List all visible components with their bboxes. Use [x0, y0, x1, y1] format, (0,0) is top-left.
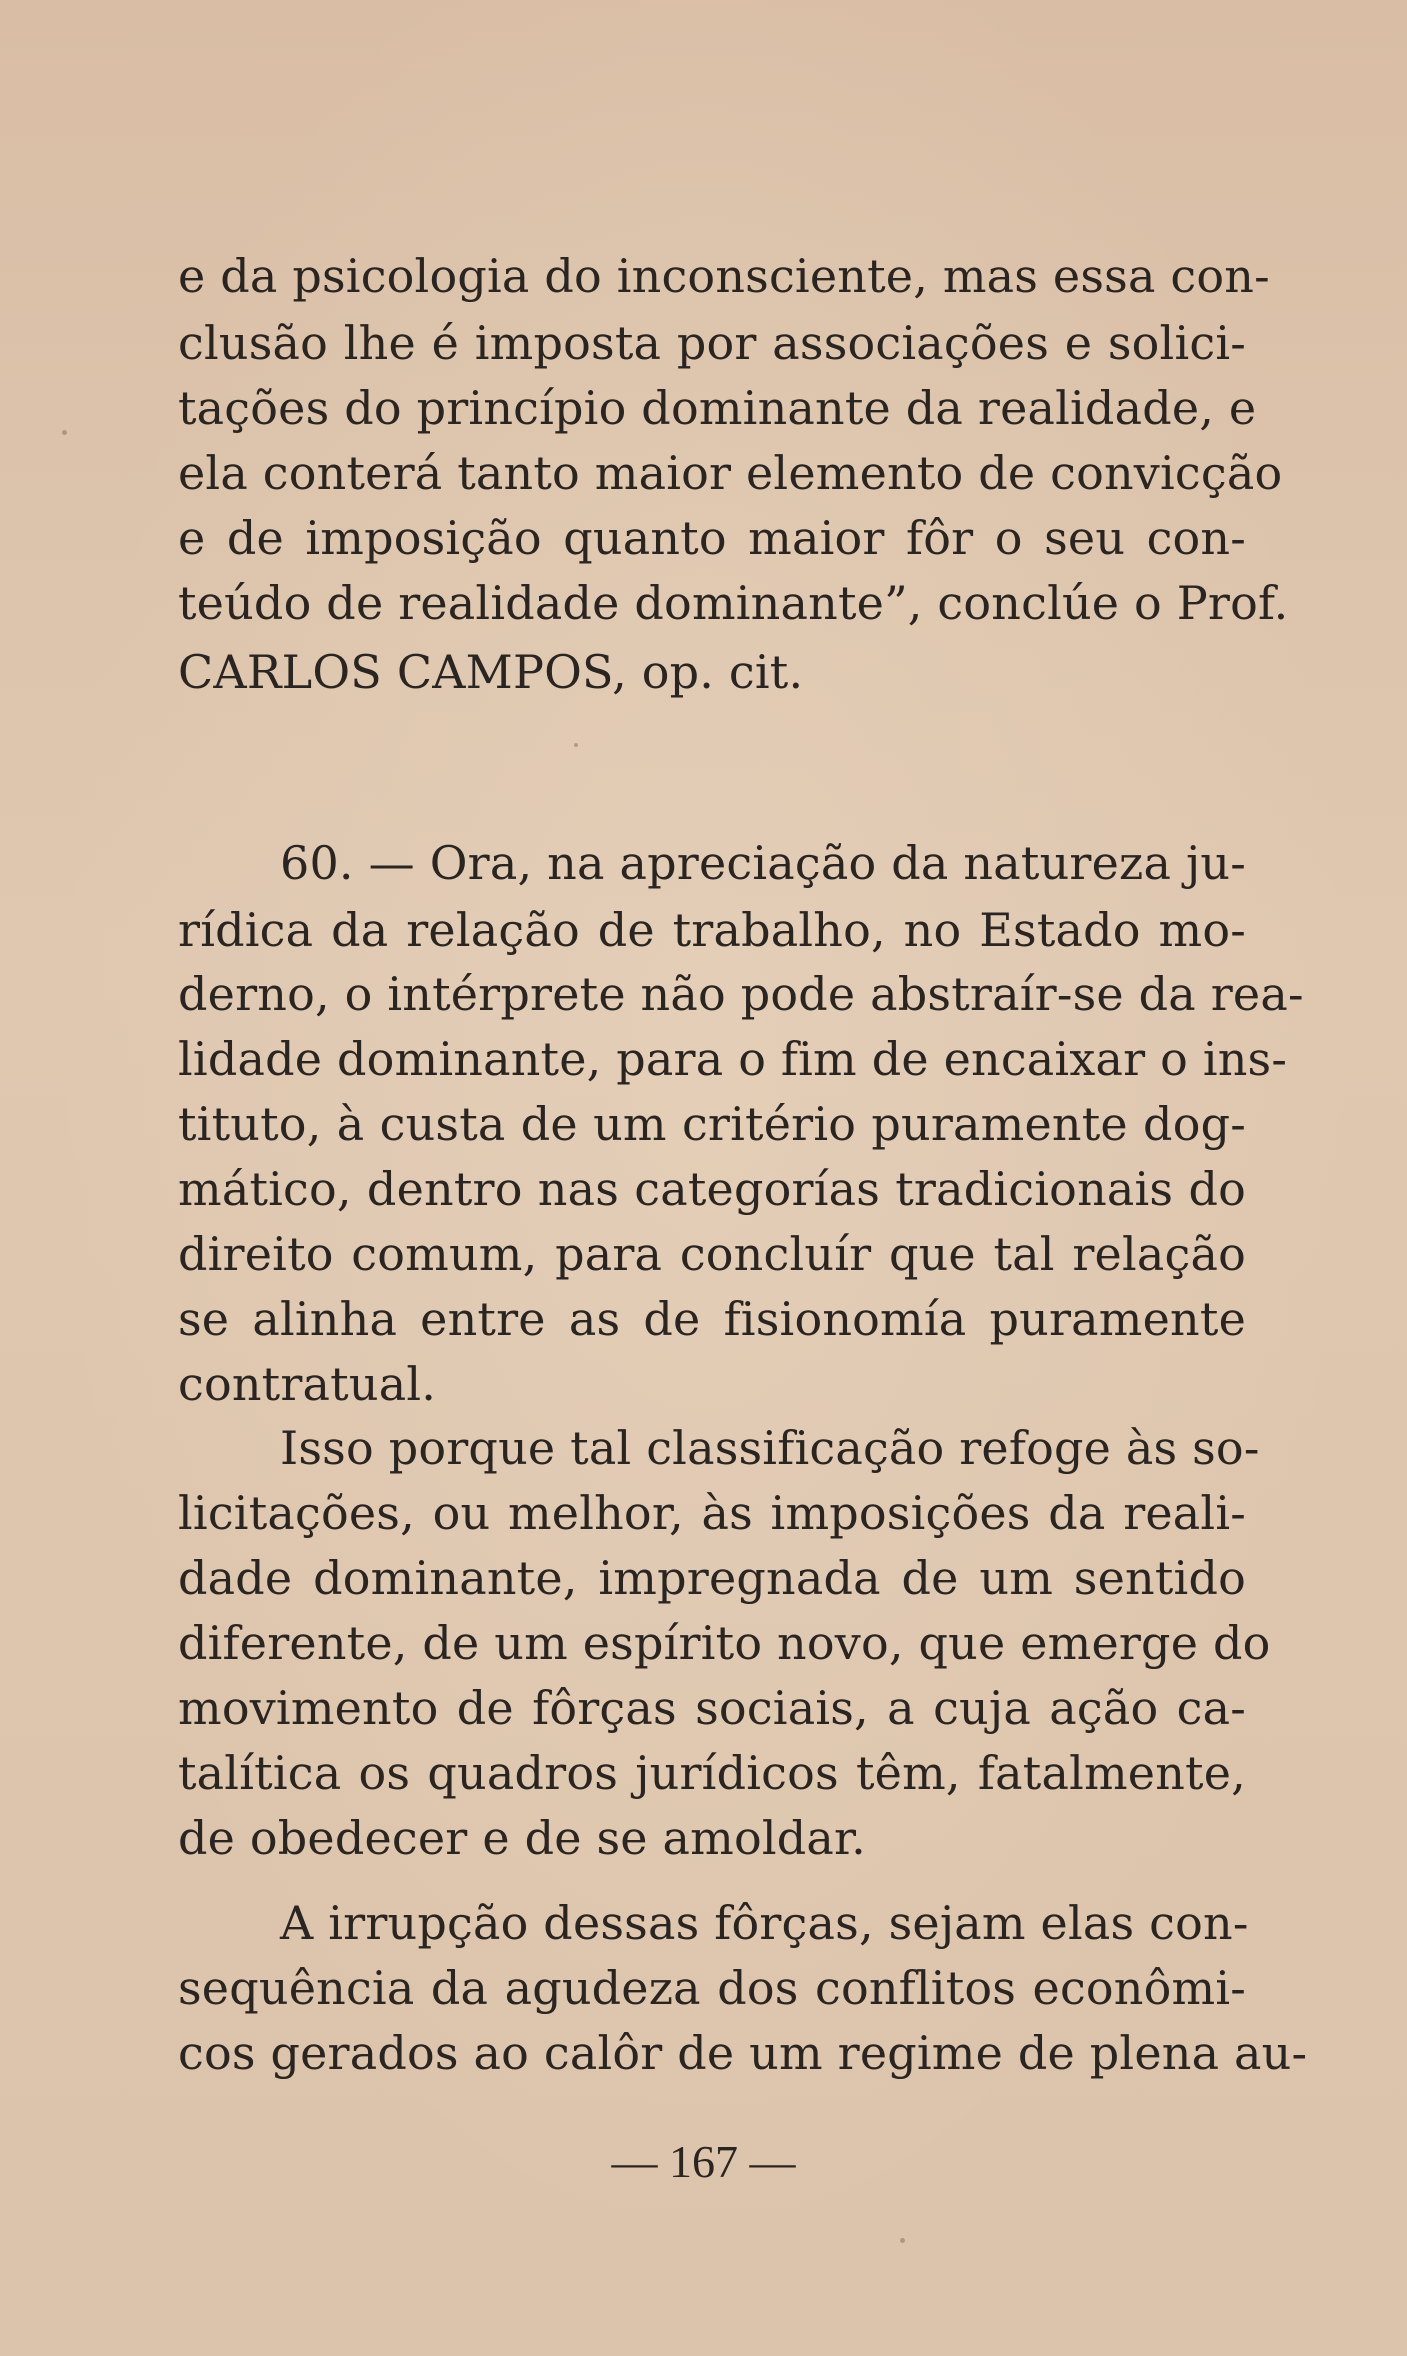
text-line: e de imposição quanto maior fôr o seu con-: [178, 511, 1246, 565]
text-line: lidade dominante, para o fim de encaixar o ins-: [178, 1032, 1288, 1086]
paragraph-first-line: A irrupção dessas fôrças, sejam elas con-: [280, 1896, 1249, 1950]
paper-speck: [900, 2238, 905, 2243]
text-line: movimento de fôrças sociais, a cuja ação ca-: [178, 1681, 1246, 1735]
text-line: direito comum, para concluír que tal relação: [178, 1227, 1246, 1281]
text-line: tações do princípio dominante da realidade, e: [178, 381, 1257, 435]
text-line: talítica os quadros jurídicos têm, fatalmente,: [178, 1746, 1246, 1800]
text-line: CARLOS CAMPOS, op. cit.: [178, 645, 804, 699]
text-line: de obedecer e de se amoldar.: [178, 1811, 866, 1865]
paper-speck: [62, 430, 67, 435]
text-line: licitações, ou melhor, às imposições da reali-: [178, 1486, 1246, 1540]
text-line: e da psicologia do inconsciente, mas essa con-: [178, 249, 1270, 303]
paragraph-first-line: Isso porque tal classificação refoge às so-: [280, 1421, 1260, 1475]
paragraph-60-first-line: 60. — Ora, na apreciação da natureza ju-: [280, 836, 1246, 890]
text-line: cos gerados ao calôr de um regime de plena au-: [178, 2026, 1308, 2080]
text-line: mático, dentro nas categorías tradicionais do: [178, 1162, 1246, 1216]
paper-speck: [574, 743, 578, 747]
text-line: dade dominante, impregnada de um sentido: [178, 1551, 1246, 1605]
text-line: rídica da relação de trabalho, no Estado mo-: [178, 903, 1246, 957]
text-line: se alinha entre as de fisionomía puramente: [178, 1292, 1246, 1346]
text-line: sequência da agudeza dos conflitos econômi-: [178, 1961, 1246, 2015]
text-line: ela conterá tanto maior elemento de convicção: [178, 446, 1283, 500]
text-line: contratual.: [178, 1357, 437, 1411]
text-line: teúdo de realidade dominante”, conclúe o Prof.: [178, 576, 1289, 630]
text-line: tituto, à custa de um critério puramente dog-: [178, 1097, 1246, 1151]
text-line: derno, o intérprete não pode abstraír-se da rea-: [178, 967, 1304, 1021]
text-line: clusão lhe é imposta por associações e solici-: [178, 316, 1246, 370]
page-number: — 167 —: [611, 2136, 796, 2187]
text-line: diferente, de um espírito novo, que emerge do: [178, 1616, 1271, 1670]
